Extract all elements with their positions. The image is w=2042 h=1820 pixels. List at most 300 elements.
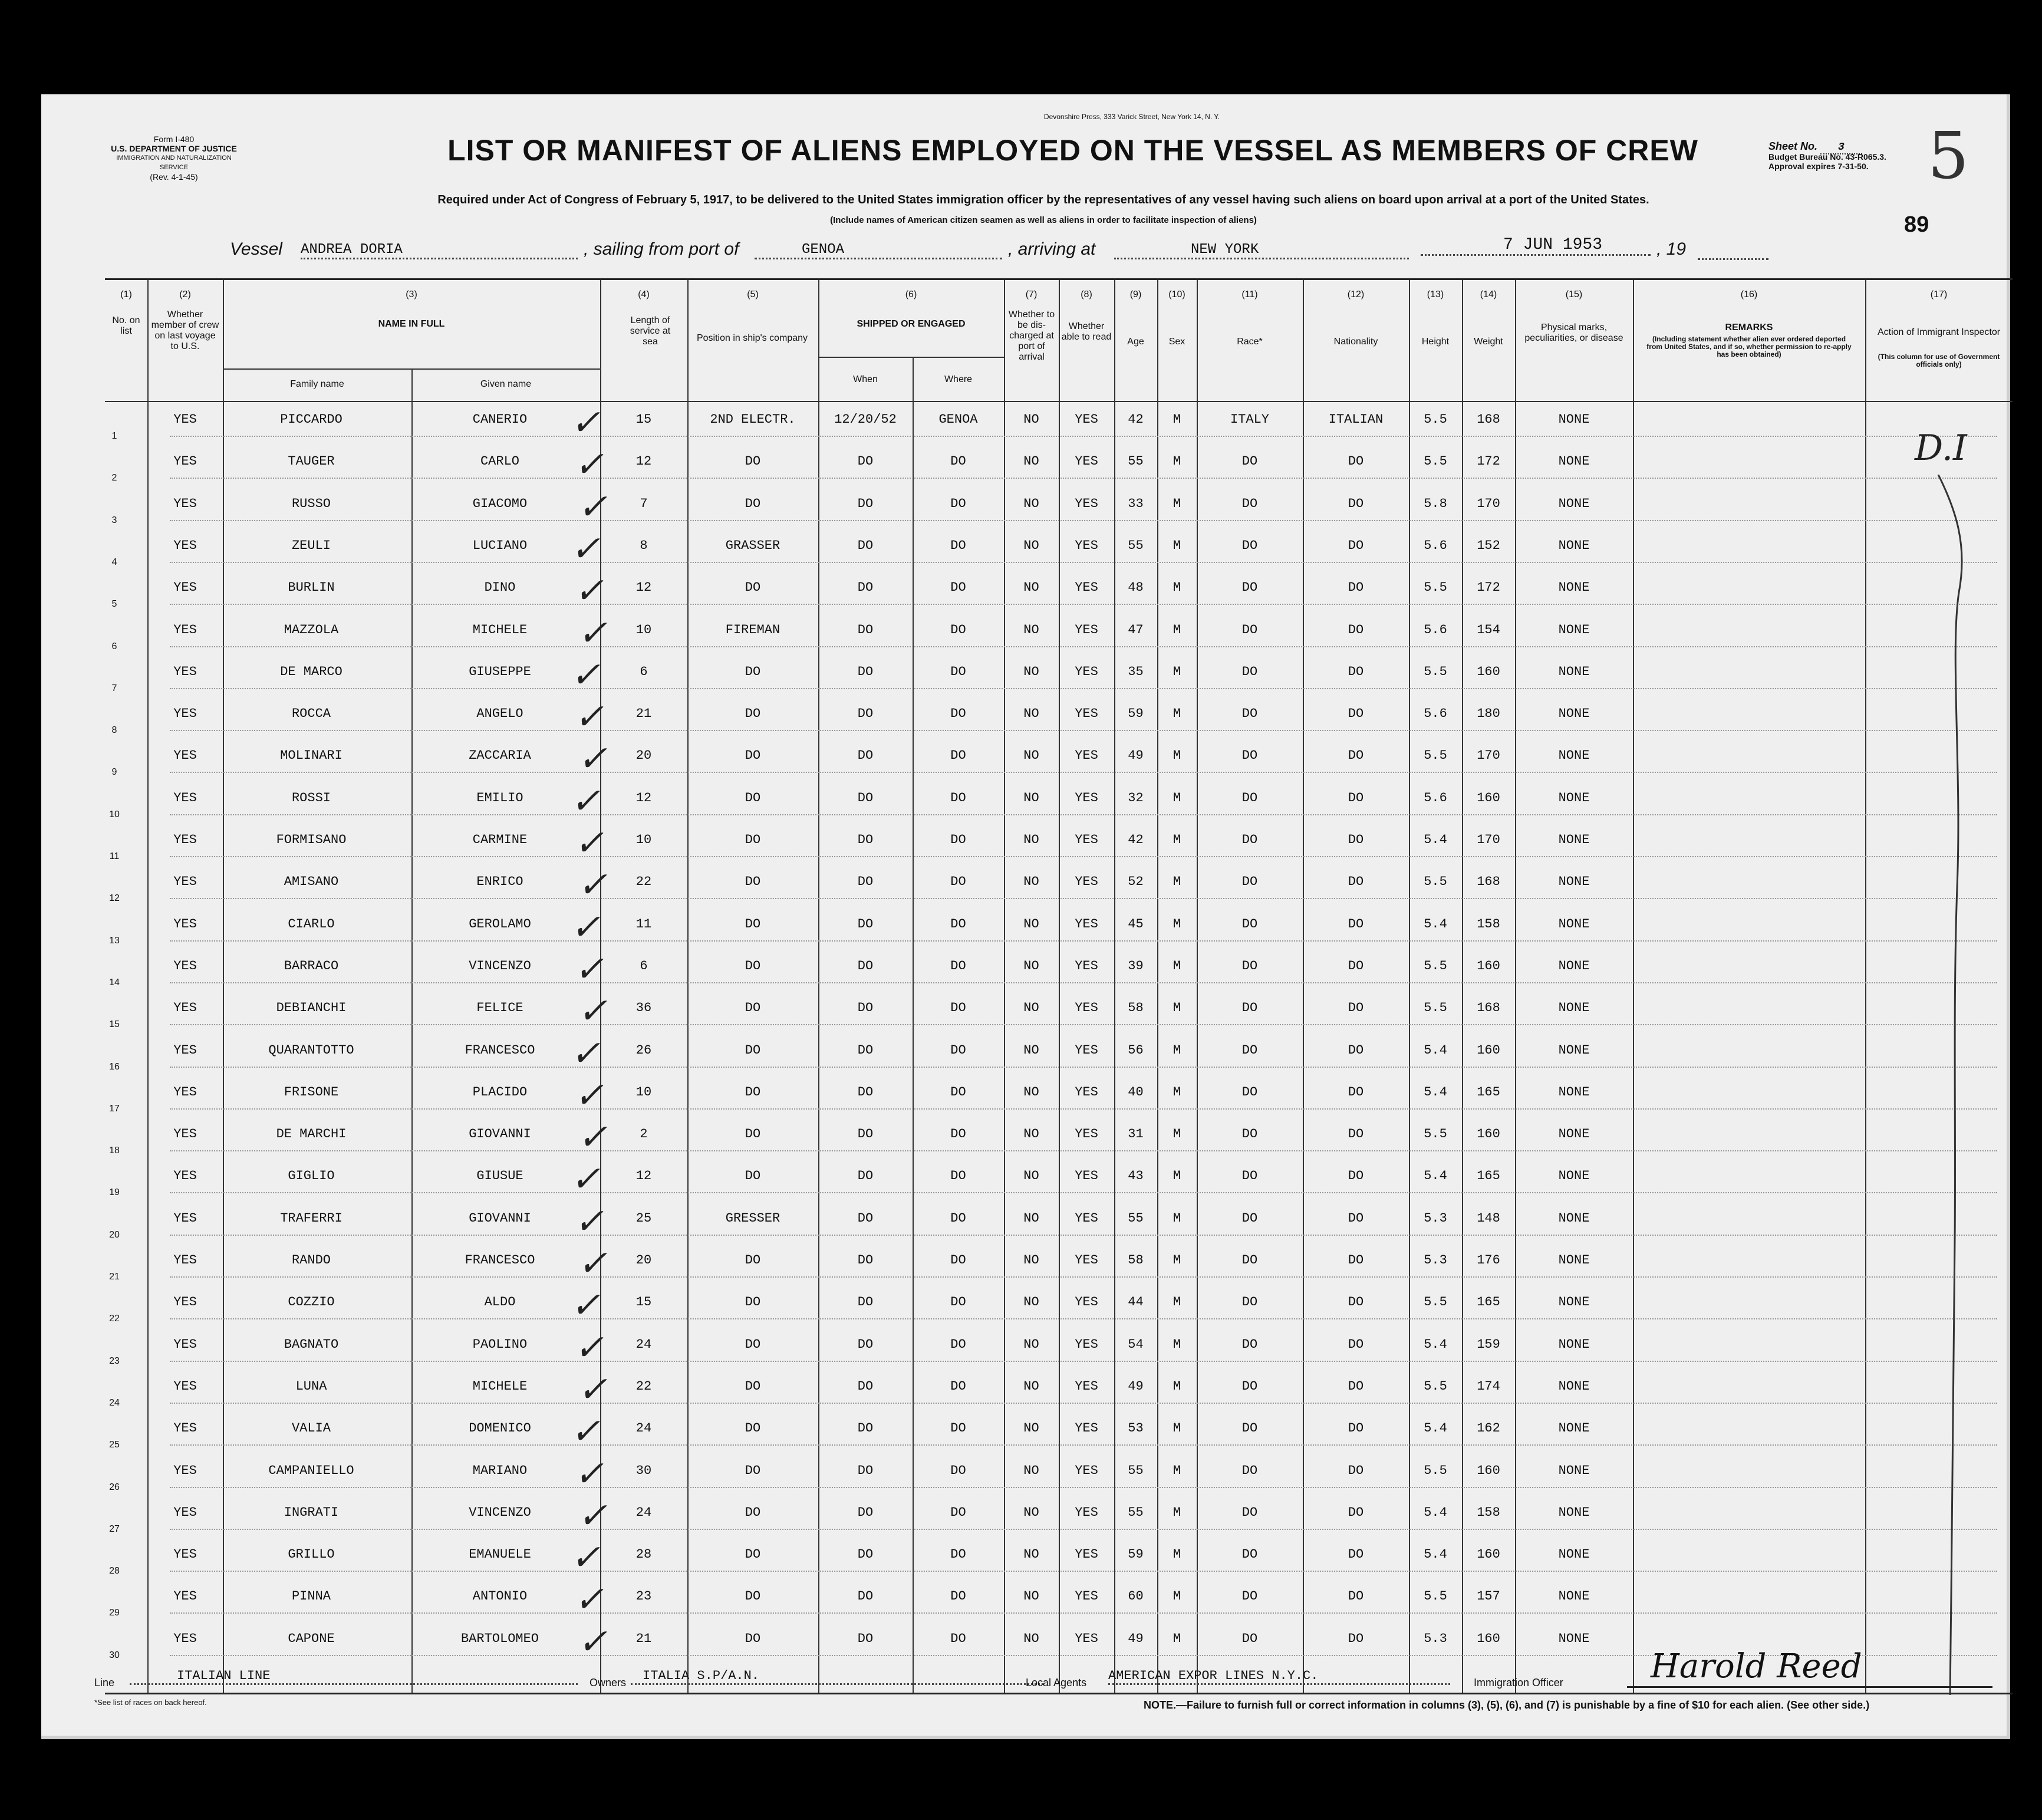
cell-given: MICHELE (472, 1378, 528, 1394)
cell-marks: NONE (1558, 1505, 1590, 1520)
cell-service: 7 (640, 496, 648, 511)
cell-service: 10 (635, 832, 652, 847)
cell-disch: NO (1023, 580, 1039, 595)
year-label: , 19 (1656, 239, 1687, 259)
cell-when: DO (857, 1589, 874, 1604)
checkmark-icon: ✓ (571, 1411, 601, 1453)
cell-disch: NO (1023, 1295, 1039, 1310)
shipped-subdivider (818, 357, 1004, 358)
cell-disch: NO (1023, 706, 1039, 722)
checkmark-icon: ✓ (574, 1074, 604, 1116)
cell-marks: NONE (1558, 1169, 1590, 1184)
col-header-where: Where (944, 374, 973, 384)
checkmark-icon: ✓ (574, 696, 604, 738)
cell-crew: YES (173, 748, 197, 763)
col-header-when: When (853, 374, 878, 384)
col-header-given: Given name (480, 379, 532, 389)
checkmark-icon: ✓ (574, 1453, 604, 1495)
crew-table (105, 278, 2013, 1694)
cell-marks: NONE (1558, 454, 1590, 469)
table-row (105, 1032, 2013, 1077)
checkmark-icon: ✓ (578, 1243, 608, 1284)
row-rule (170, 898, 1997, 899)
required-statement: Required under Act of Congress of February 5, 1917, to be delivered to the United States immigration officer by the representatives of any vessel having such aliens on board upon arrival at a port of the United States. (437, 193, 1649, 206)
cell-family: BURLIN (288, 580, 335, 595)
cell-nat: DO (1348, 1547, 1364, 1562)
cell-weight: 176 (1477, 1253, 1500, 1268)
cell-sex: M (1172, 1547, 1181, 1562)
cell-service: 11 (635, 916, 652, 932)
cell-when: DO (857, 1463, 874, 1478)
checkmark-icon: ✓ (571, 402, 601, 443)
cell-given: DOMENICO (469, 1421, 531, 1436)
cell-family: GRILLO (288, 1547, 335, 1562)
cell-when: DO (857, 832, 874, 847)
checkmark-icon: ✓ (574, 570, 604, 612)
cell-nat: DO (1348, 706, 1364, 722)
col-header-read: Whether able to read (1061, 321, 1112, 342)
cell-race: DO (1241, 1378, 1258, 1394)
cell-read: YES (1075, 1295, 1098, 1310)
cell-given: FRANCESCO (465, 1042, 535, 1058)
col-header-sex: Sex (1168, 337, 1185, 347)
col-header-position: Position in ship's company (696, 333, 808, 343)
cell-given: GEROLAMO (469, 916, 531, 932)
manifest-page (41, 94, 2010, 1739)
cell-position: DO (745, 1463, 761, 1478)
cell-family: ZEULI (291, 538, 331, 553)
cell-service: 10 (635, 1084, 652, 1100)
cell-crew: YES (173, 1042, 197, 1058)
table-row (105, 992, 2013, 1034)
col-num-1: (1) (120, 289, 132, 300)
cell-nat: DO (1348, 1210, 1364, 1226)
table-row (105, 1160, 2013, 1202)
cell-disch: NO (1023, 1000, 1039, 1016)
col-num-2: (2) (179, 289, 191, 300)
cell-disch: NO (1023, 454, 1039, 469)
cell-where: DO (950, 1589, 966, 1604)
table-row (105, 1329, 2013, 1371)
cell-sex: M (1172, 1505, 1181, 1520)
row-number: 15 (109, 1019, 120, 1030)
cell-disch: NO (1023, 1169, 1039, 1184)
cell-read: YES (1075, 1210, 1098, 1226)
cell-read: YES (1075, 1169, 1098, 1184)
cell-given: VINCENZO (469, 1505, 531, 1520)
cell-where: DO (950, 1000, 966, 1016)
cell-age: 53 (1128, 1421, 1144, 1436)
cell-age: 42 (1128, 412, 1144, 427)
col-header-nationality: Nationality (1333, 337, 1378, 347)
cell-when: DO (857, 1547, 874, 1562)
cell-height: 5.3 (1424, 1631, 1447, 1646)
col-num-5: (5) (747, 289, 759, 300)
cell-weight: 160 (1477, 1127, 1500, 1142)
cell-race: DO (1241, 1505, 1258, 1520)
cell-service: 21 (635, 706, 652, 722)
cell-service: 15 (635, 412, 652, 427)
table-row (105, 1581, 2013, 1622)
cell-sex: M (1172, 706, 1181, 722)
cell-read: YES (1075, 1547, 1098, 1562)
cell-weight: 160 (1477, 958, 1500, 973)
inspector-bracket-line (1903, 475, 1991, 1701)
row-number: 16 (109, 1061, 120, 1072)
cell-disch: NO (1023, 874, 1039, 890)
cell-when: DO (857, 1000, 874, 1016)
row-number: 19 (109, 1187, 120, 1198)
row-rule (170, 1067, 1997, 1068)
table-row (105, 1413, 2013, 1454)
cell-weight: 170 (1477, 496, 1500, 511)
cell-weight: 160 (1477, 1631, 1500, 1646)
cell-where: GENOA (938, 412, 978, 427)
cell-disch: NO (1023, 496, 1039, 511)
cell-given: ENRICO (476, 874, 523, 890)
cell-given: VINCENZO (469, 958, 531, 973)
checkmark-icon: ✓ (574, 822, 604, 864)
row-rule (170, 1276, 1997, 1278)
cell-read: YES (1075, 580, 1098, 595)
cell-read: YES (1075, 1463, 1098, 1478)
col-header-remarks: REMARKS (1725, 322, 1773, 333)
cell-weight: 172 (1477, 454, 1500, 469)
cell-crew: YES (173, 874, 197, 890)
col-header-height: Height (1421, 337, 1450, 347)
cell-when: DO (857, 958, 874, 973)
cell-position: DO (745, 1253, 761, 1268)
row-number: 20 (109, 1229, 120, 1240)
col-header-marks: Physical marks, peculiarities, or disease (1524, 322, 1623, 343)
cell-service: 23 (635, 1589, 652, 1604)
cell-weight: 157 (1477, 1589, 1500, 1604)
cell-when: DO (857, 1210, 874, 1226)
cell-marks: NONE (1558, 412, 1590, 427)
checkmark-icon: ✓ (578, 486, 608, 528)
row-number: 10 (109, 809, 120, 820)
cell-sex: M (1172, 1337, 1181, 1352)
cell-race: DO (1241, 580, 1258, 595)
cell-crew: YES (173, 1253, 197, 1268)
cell-where: DO (950, 664, 966, 679)
checkmark-icon: ✓ (571, 528, 601, 570)
cell-where: DO (950, 1253, 966, 1268)
cell-marks: NONE (1558, 958, 1590, 973)
approval-expires: Approval expires 7-31-50. (1768, 162, 1869, 171)
cell-position: DO (745, 1547, 761, 1562)
cell-disch: NO (1023, 664, 1039, 679)
cell-nat: DO (1348, 832, 1364, 847)
port-of-departure: GENOA (755, 242, 1002, 259)
cell-race: DO (1241, 1421, 1258, 1436)
cell-family: MAZZOLA (284, 622, 339, 637)
owners-value: ITALIA S.P/A.N. (631, 1668, 1043, 1685)
cell-disch: NO (1023, 1505, 1039, 1520)
row-rule (170, 436, 1997, 437)
col-header-race: Race* (1237, 337, 1263, 347)
row-rule (170, 1024, 1997, 1025)
penalty-note: NOTE.—Failure to furnish full or correct information in columns (3), (5), (6), and (7) is punishable by a fine of $10 for each alien. (See other side.) (1144, 1699, 1870, 1711)
cell-height: 5.5 (1424, 412, 1447, 427)
cell-given: CANERIO (472, 412, 528, 427)
cell-age: 49 (1128, 1378, 1144, 1394)
cell-read: YES (1075, 454, 1098, 469)
row-rule (170, 646, 1997, 647)
include-note: (Include names of American citizen seamen as well as aliens in order to facilitate inspection of aliens) (830, 215, 1257, 225)
cell-nat: DO (1348, 1631, 1364, 1646)
cell-height: 5.5 (1424, 1589, 1447, 1604)
cell-where: DO (950, 832, 966, 847)
cell-nat: DO (1348, 1295, 1364, 1310)
cell-age: 56 (1128, 1042, 1144, 1058)
cell-age: 43 (1128, 1169, 1144, 1184)
cell-height: 5.8 (1424, 496, 1447, 511)
cell-where: DO (950, 580, 966, 595)
cell-position: GRASSER (725, 538, 780, 553)
cell-marks: NONE (1558, 664, 1590, 679)
cell-nat: DO (1348, 496, 1364, 511)
col-header-no: No. on list (112, 315, 140, 336)
cell-position: DO (745, 874, 761, 890)
cell-nat: DO (1348, 874, 1364, 890)
cell-marks: NONE (1558, 874, 1590, 890)
checkmark-icon: ✓ (571, 654, 601, 696)
cell-read: YES (1075, 1631, 1098, 1646)
cell-sex: M (1172, 538, 1181, 553)
cell-disch: NO (1023, 1042, 1039, 1058)
cell-crew: YES (173, 1210, 197, 1226)
cell-crew: YES (173, 1169, 197, 1184)
cell-service: 12 (635, 580, 652, 595)
row-number: 3 (111, 515, 117, 525)
cell-weight: 174 (1477, 1378, 1500, 1394)
cell-height: 5.4 (1424, 832, 1447, 847)
cell-read: YES (1075, 1042, 1098, 1058)
cell-height: 5.6 (1424, 622, 1447, 637)
cell-height: 5.6 (1424, 790, 1447, 805)
cell-disch: NO (1023, 622, 1039, 637)
col-num-6: (6) (905, 289, 917, 300)
cell-position: DO (745, 664, 761, 679)
cell-family: DE MARCHI (276, 1127, 347, 1142)
cell-crew: YES (173, 1421, 197, 1436)
col-num-16: (16) (1740, 289, 1758, 300)
cell-race: DO (1241, 622, 1258, 637)
cell-sex: M (1172, 454, 1181, 469)
cell-position: FIREMAN (725, 622, 780, 637)
cell-weight: 165 (1477, 1084, 1500, 1100)
cell-nat: DO (1348, 1463, 1364, 1478)
row-rule (170, 1235, 1997, 1236)
cell-service: 2 (640, 1127, 648, 1142)
cell-service: 30 (635, 1463, 652, 1478)
cell-when: DO (857, 1169, 874, 1184)
cell-position: DO (745, 496, 761, 511)
cell-height: 5.4 (1424, 1547, 1447, 1562)
cell-when: DO (857, 706, 874, 722)
cell-crew: YES (173, 454, 197, 469)
cell-crew: YES (173, 832, 197, 847)
cell-crew: YES (173, 412, 197, 427)
cell-crew: YES (173, 1589, 197, 1604)
row-number: 17 (109, 1103, 120, 1114)
cell-given: LUCIANO (472, 538, 528, 553)
cell-height: 5.4 (1424, 1505, 1447, 1520)
cell-sex: M (1172, 1295, 1181, 1310)
cell-marks: NONE (1558, 580, 1590, 595)
cell-given: FRANCESCO (465, 1253, 535, 1268)
col-header-weight: Weight (1474, 337, 1503, 347)
cell-disch: NO (1023, 1084, 1039, 1100)
cell-height: 5.6 (1424, 706, 1447, 722)
cell-crew: YES (173, 1337, 197, 1352)
cell-weight: 165 (1477, 1295, 1500, 1310)
cell-family: MOLINARI (280, 748, 342, 763)
cell-when: DO (857, 1378, 874, 1394)
cell-marks: NONE (1558, 1421, 1590, 1436)
cell-crew: YES (173, 1000, 197, 1016)
cell-crew: YES (173, 622, 197, 637)
cell-nat: DO (1348, 580, 1364, 595)
cell-marks: NONE (1558, 1127, 1590, 1142)
line-label: Line (94, 1677, 115, 1689)
cell-given: ANGELO (476, 706, 523, 722)
checkmark-icon: ✓ (578, 1117, 608, 1159)
cell-sex: M (1172, 1253, 1181, 1268)
cell-height: 5.4 (1424, 1337, 1447, 1352)
cell-service: 10 (635, 622, 652, 637)
cell-where: DO (950, 538, 966, 553)
cell-position: DO (745, 1589, 761, 1604)
checkmark-icon: ✓ (578, 864, 608, 906)
cell-disch: NO (1023, 748, 1039, 763)
cell-age: 55 (1128, 1505, 1144, 1520)
cell-race: DO (1241, 454, 1258, 469)
cell-family: ROSSI (291, 790, 331, 805)
table-row (105, 1455, 2013, 1497)
cell-race: DO (1241, 1295, 1258, 1310)
cell-sex: M (1172, 1631, 1181, 1646)
cell-race: DO (1241, 1210, 1258, 1226)
cell-disch: NO (1023, 1127, 1039, 1142)
row-rule (170, 1612, 1997, 1614)
col-header-service: Length of service at sea (630, 315, 671, 347)
row-number: 12 (109, 893, 120, 904)
table-row (105, 782, 2013, 824)
cell-disch: NO (1023, 412, 1039, 427)
checkmark-icon: ✓ (574, 1200, 604, 1242)
cell-weight: 170 (1477, 832, 1500, 847)
arrival-date: 7 JUN 1953 (1421, 236, 1651, 256)
cell-read: YES (1075, 706, 1098, 722)
row-number: 4 (111, 557, 117, 567)
cell-given: EMILIO (476, 790, 523, 805)
cell-position: DO (745, 706, 761, 722)
cell-given: PLACIDO (472, 1084, 528, 1100)
cell-read: YES (1075, 916, 1098, 932)
cell-position: DO (745, 1337, 761, 1352)
row-number: 23 (109, 1355, 120, 1366)
row-number: 6 (111, 641, 117, 651)
checkmark-icon: ✓ (571, 1159, 601, 1200)
cell-nat: DO (1348, 1505, 1364, 1520)
table-row (105, 446, 2013, 488)
cell-where: DO (950, 622, 966, 637)
cell-disch: NO (1023, 790, 1039, 805)
cell-service: 24 (635, 1337, 652, 1352)
cell-weight: 170 (1477, 748, 1500, 763)
cell-sex: M (1172, 1127, 1181, 1142)
cell-height: 5.3 (1424, 1210, 1447, 1226)
cell-given: GIACOMO (472, 496, 528, 511)
agents-label: Local Agents (1026, 1677, 1087, 1689)
cell-disch: NO (1023, 1378, 1039, 1394)
cell-crew: YES (173, 1378, 197, 1394)
cell-weight: 160 (1477, 1547, 1500, 1562)
cell-age: 32 (1128, 790, 1144, 805)
inspector-note: (This column for use of Government officials only) (1878, 353, 2000, 368)
cell-family: QUARANTOTTO (268, 1042, 354, 1058)
cell-age: 44 (1128, 1295, 1144, 1310)
row-number: 2 (111, 473, 117, 483)
cell-where: DO (950, 1295, 966, 1310)
cell-position: DO (745, 748, 761, 763)
cell-read: YES (1075, 874, 1098, 890)
cell-where: DO (950, 1127, 966, 1142)
row-rule (170, 1192, 1997, 1193)
cell-when: DO (857, 1042, 874, 1058)
cell-family: COZZIO (288, 1295, 335, 1310)
cell-crew: YES (173, 496, 197, 511)
cell-race: DO (1241, 874, 1258, 890)
page-number: 89 (1904, 212, 1929, 237)
sheet-label: Sheet No. (1768, 140, 1818, 152)
races-note: *See list of races on back hereof. (94, 1698, 207, 1707)
cell-age: 47 (1128, 622, 1144, 637)
cell-position: DO (745, 790, 761, 805)
table-row (105, 1200, 2013, 1245)
cell-height: 5.5 (1424, 1378, 1447, 1394)
cell-given: GIOVANNI (469, 1127, 531, 1142)
cell-given: EMANUELE (469, 1547, 531, 1562)
cell-position: DO (745, 958, 761, 973)
table-row (105, 1245, 2013, 1286)
row-number: 29 (109, 1608, 120, 1618)
col-num-15: (15) (1565, 289, 1583, 300)
sailing-label: , sailing from port of (584, 239, 739, 259)
cell-service: 15 (635, 1295, 652, 1310)
cell-age: 49 (1128, 1631, 1144, 1646)
row-rule (170, 688, 1997, 689)
cell-family: CAPONE (288, 1631, 335, 1646)
crew-rows (105, 404, 2013, 1689)
checkmark-icon: ✓ (574, 948, 604, 990)
cell-crew: YES (173, 958, 197, 973)
cell-sex: M (1172, 832, 1181, 847)
checkmark-icon: ✓ (578, 612, 608, 654)
cell-sex: M (1172, 1084, 1181, 1100)
cell-position: DO (745, 1042, 761, 1058)
cell-disch: NO (1023, 916, 1039, 932)
row-rule (170, 940, 1997, 942)
cell-marks: NONE (1558, 1378, 1590, 1394)
cell-disch: NO (1023, 958, 1039, 973)
cell-marks: NONE (1558, 1589, 1590, 1604)
col-num-13: (13) (1427, 289, 1444, 300)
checkmark-icon: ✓ (571, 906, 601, 948)
row-rule (170, 1150, 1997, 1151)
